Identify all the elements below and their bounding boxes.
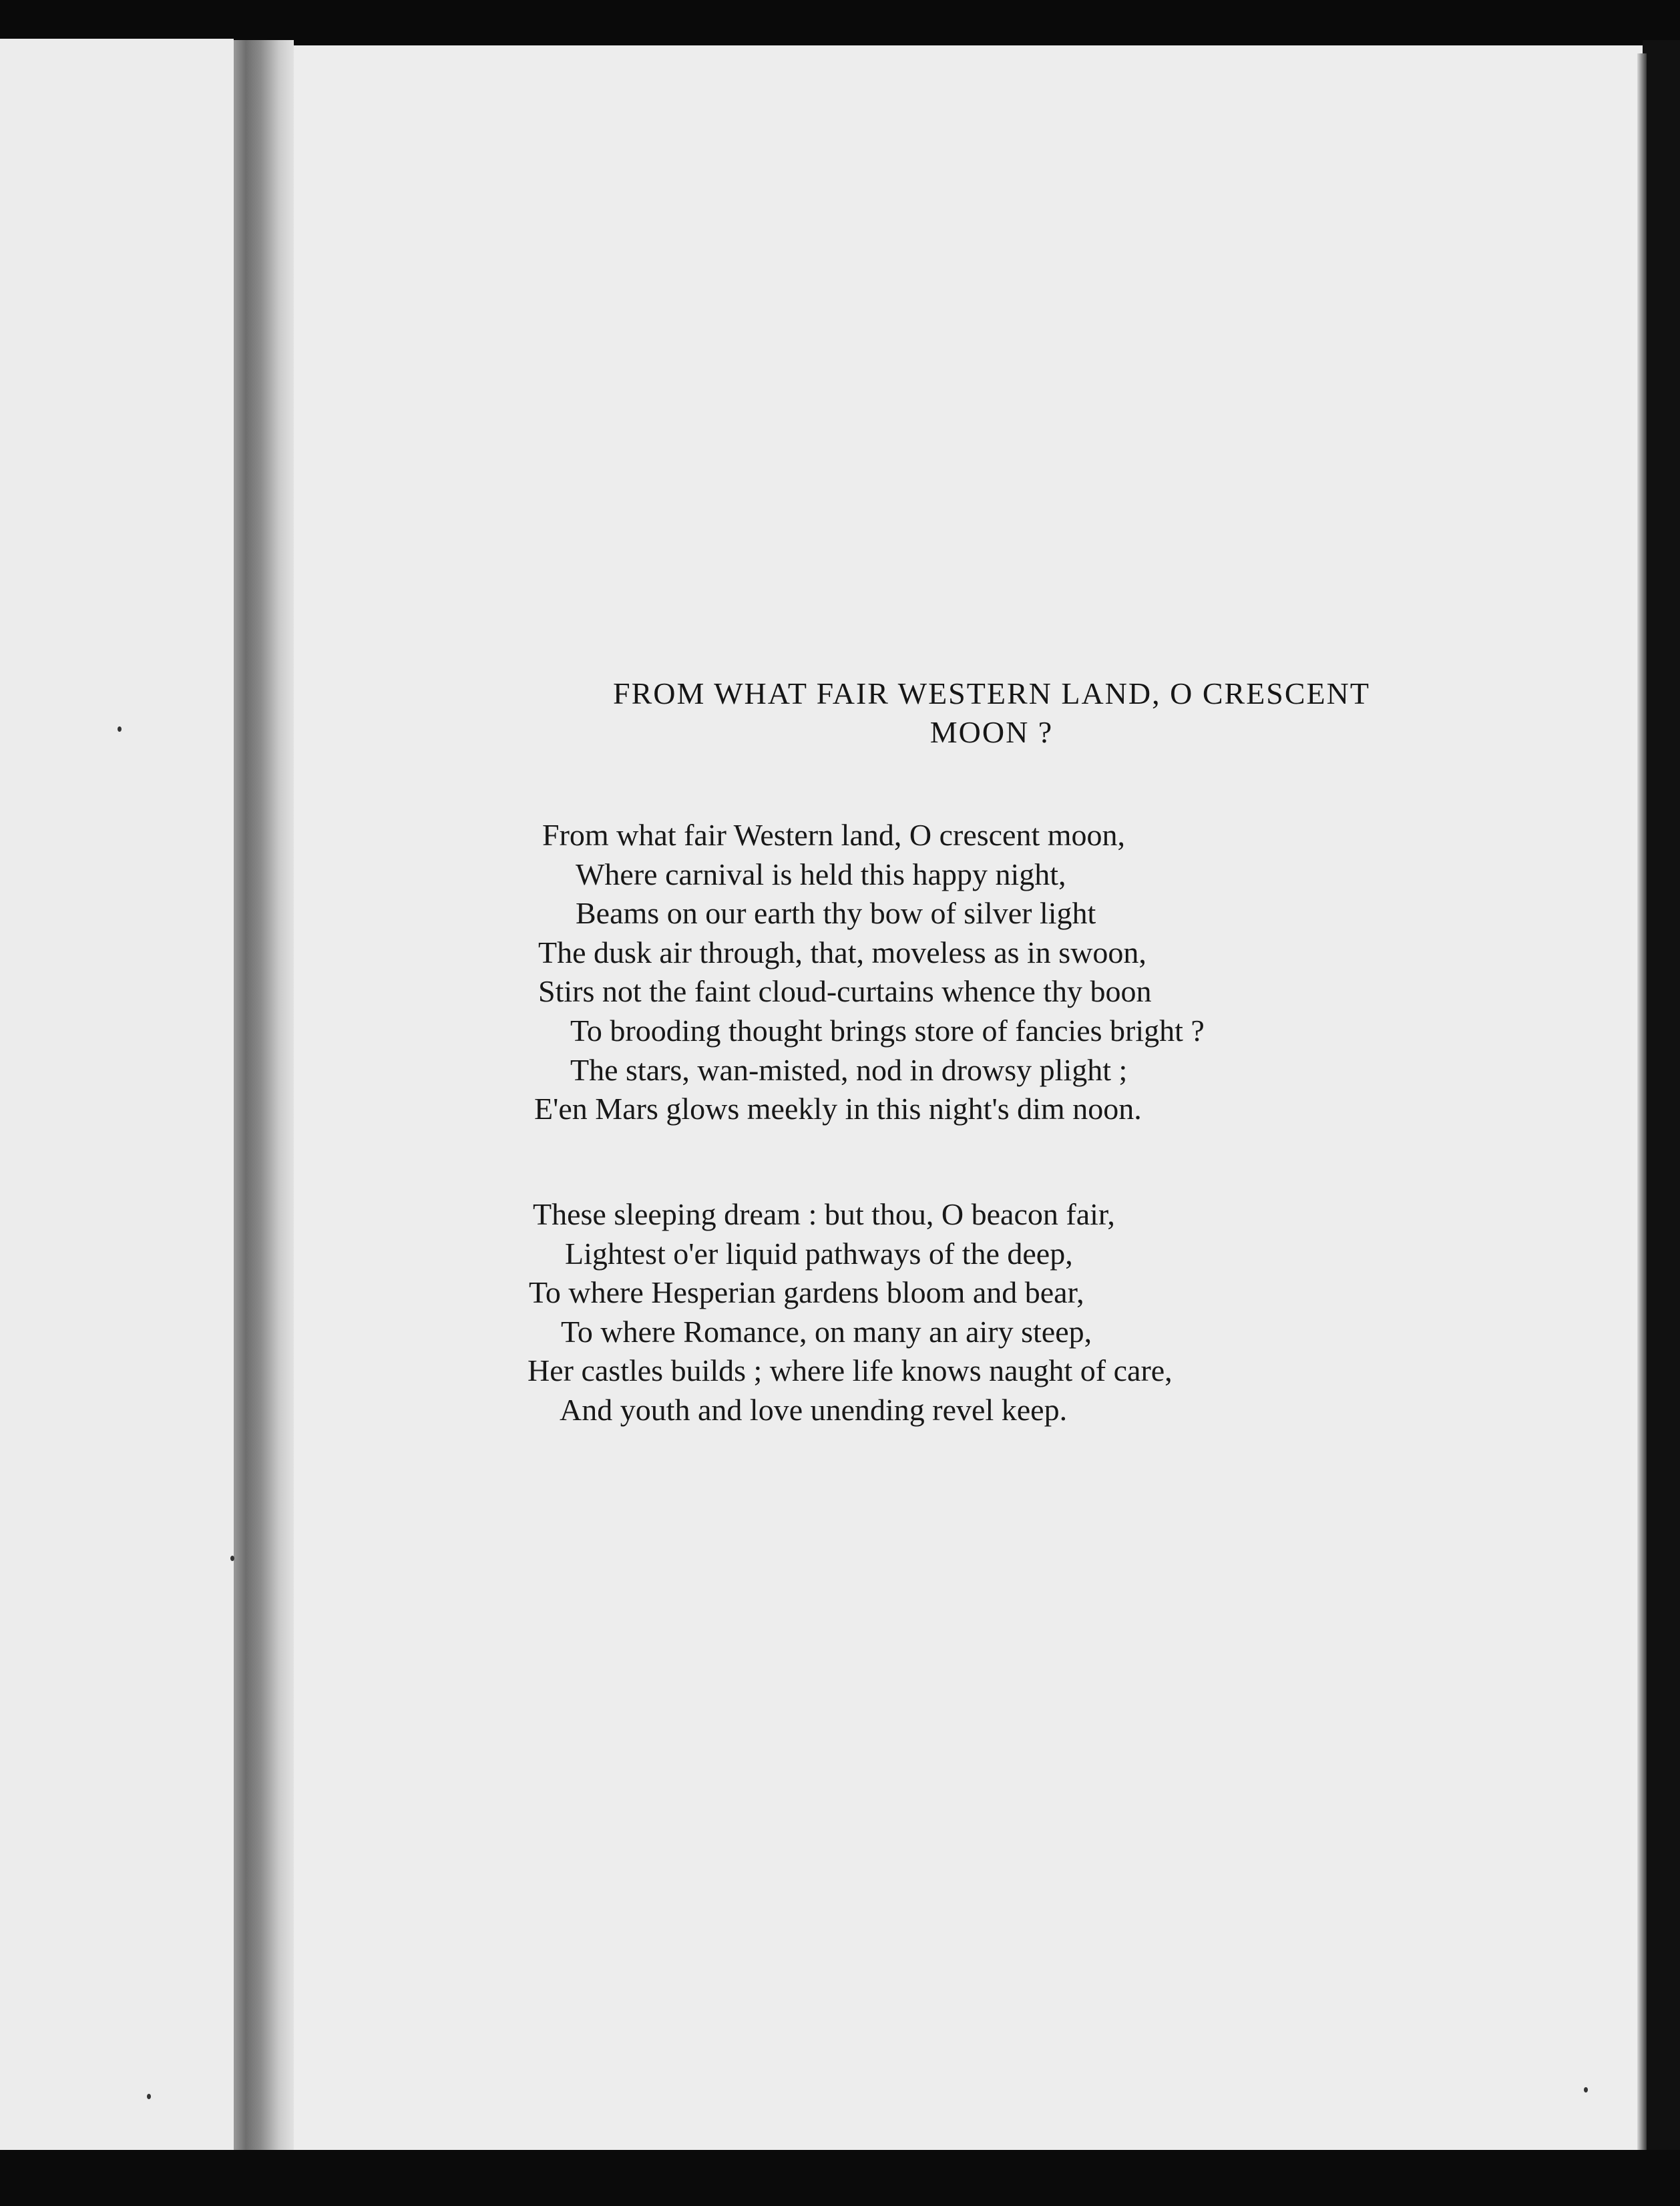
scan-speck xyxy=(1584,2087,1588,2092)
poem-line: To brooding thought brings store of fancies bright ? xyxy=(570,1013,1205,1048)
poem-title-line: MOON ? xyxy=(929,715,1054,749)
scan-bottom-edge xyxy=(0,2150,1680,2206)
poem-line: And youth and love unending revel keep. xyxy=(560,1392,1068,1427)
scan-speck xyxy=(230,1556,234,1561)
poem-line: To where Romance, on many an airy steep, xyxy=(561,1314,1092,1349)
scan-speck xyxy=(118,726,122,732)
poem-line: These sleeping dream : but thou, O beacon fair, xyxy=(533,1197,1115,1231)
stanza-1 xyxy=(0,816,1205,1129)
poem-line: The dusk air through, that, moveless as in swoon, xyxy=(538,935,1146,969)
page-right-shadow xyxy=(1637,53,1647,2150)
poem-line: E'en Mars glows meekly in this night's dim noon. xyxy=(534,1092,1142,1126)
scan-speck xyxy=(147,2094,151,2099)
poem-title xyxy=(534,674,1449,752)
stanza-2 xyxy=(0,1195,1173,1430)
poem-line: Beams on our earth thy bow of silver light xyxy=(576,896,1096,931)
poem-line: From what fair Western land, O crescent moon, xyxy=(542,818,1126,852)
poem-title-line: FROM WHAT FAIR WESTERN LAND, O CRESCENT xyxy=(613,676,1370,710)
poem-line: Her castles builds ; where life knows naught of care, xyxy=(528,1353,1173,1388)
poem-line: The stars, wan-misted, nod in drowsy plight ; xyxy=(570,1052,1128,1087)
poem-line: Stirs not the faint cloud-curtains whence thy boon xyxy=(538,974,1152,1009)
poem-line: To where Hesperian gardens bloom and bear, xyxy=(529,1275,1084,1310)
scan-right-edge xyxy=(1643,40,1680,2157)
poem-line: Where carnival is held this happy night, xyxy=(576,857,1066,891)
poem-line: Lightest o'er liquid pathways of the deep, xyxy=(565,1236,1073,1271)
